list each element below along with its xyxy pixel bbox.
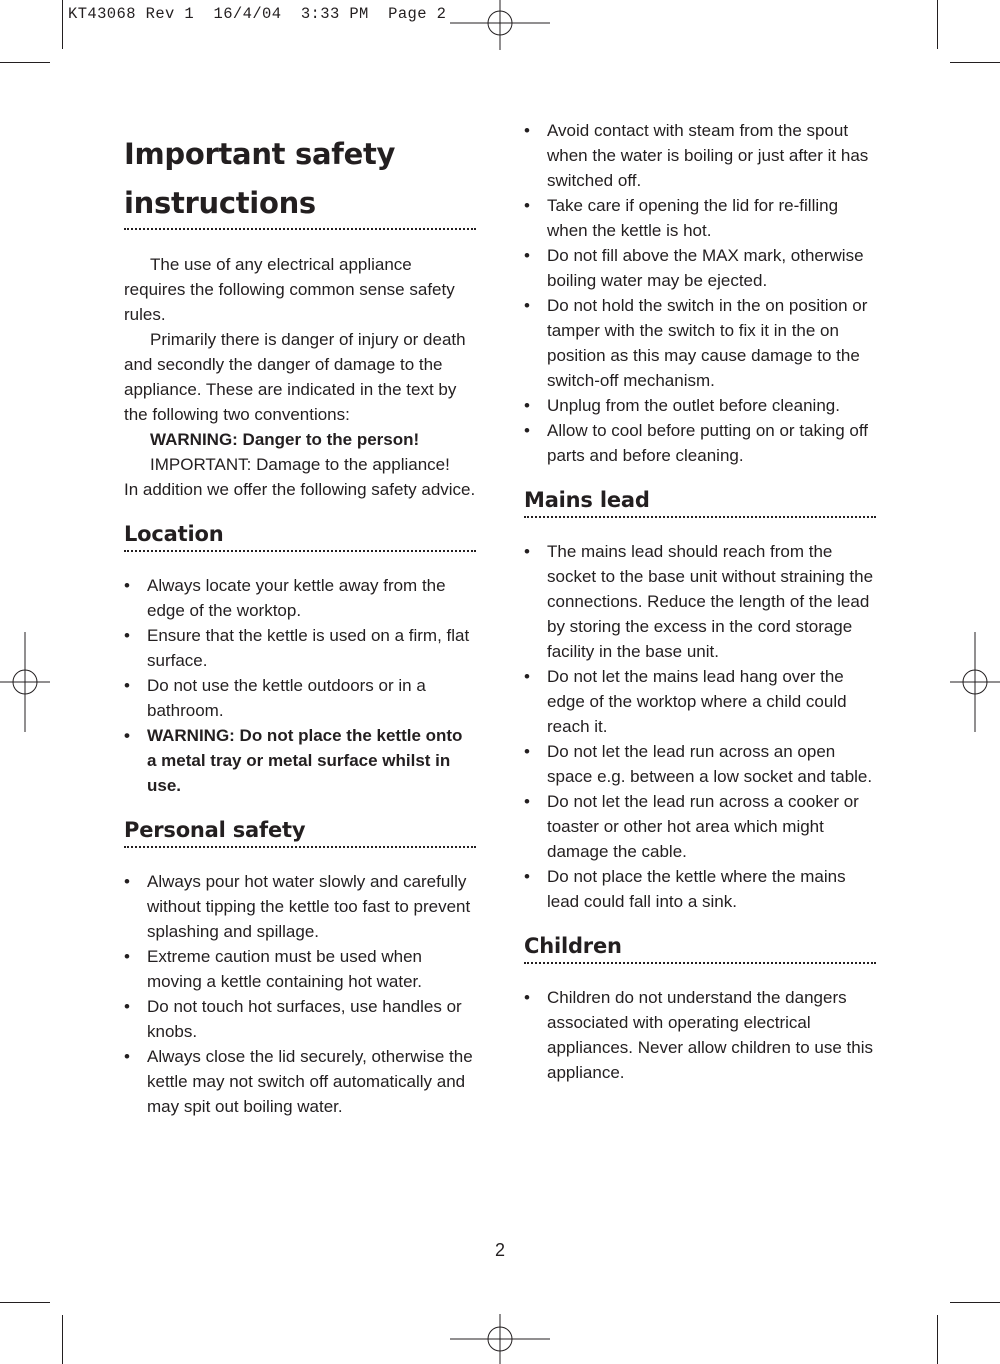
list-item: • Do not let the lead run across a cooker or toaster or other hot area which might damage the cable.: [524, 789, 876, 864]
crop-mark-bottom-left-vertical: [62, 1315, 63, 1364]
bullet-list: [124, 573, 476, 798]
intro-paragraph: WARNING: Danger to the person!: [150, 430, 420, 449]
list-item: • Always pour hot water slowly and carefully without tipping the kettle too fast to prevent splashing and spillage.: [124, 869, 476, 944]
crop-mark-bottom-right-vertical: [937, 1315, 938, 1364]
crop-mark-bottom-left-horizontal: [0, 1302, 50, 1303]
left-column: [124, 118, 476, 1119]
section-heading: Personal safety: [124, 818, 306, 842]
list-item: • Children do not understand the dangers associated with operating electrical appliances. Never allow children to use this appliance.: [524, 985, 876, 1085]
section-dotted-rule: [124, 550, 476, 552]
list-item: • Do not let the lead run across an open space e.g. between a low socket and table.: [524, 739, 876, 789]
list-item: • Do not let the mains lead hang over the edge of the worktop where a child could reach it.: [524, 664, 876, 739]
list-item: • Avoid contact with steam from the spout when the water is boiling or just after it has switched off.: [524, 118, 876, 193]
list-item: • WARNING: Do not place the kettle onto a metal tray or metal surface whilst in use.: [124, 723, 476, 798]
section-dotted-rule: [524, 516, 876, 518]
list-item: • The mains lead should reach from the socket to the base unit without straining the connections. Reduce the length of the lead by storing the excess in the cord storage facility in the base unit.: [524, 539, 876, 664]
crop-mark-top-right-vertical: [937, 0, 938, 49]
section-dotted-rule: [124, 846, 476, 848]
section-heading: Children: [524, 934, 622, 958]
section-heading: Location: [124, 522, 224, 546]
title-dotted-rule: [124, 228, 476, 230]
section-personal-safety: [124, 816, 476, 1119]
bullet-list: [524, 985, 876, 1085]
registration-mark-right: [950, 632, 1000, 732]
crop-mark-bottom-right-horizontal: [950, 1302, 1000, 1303]
list-item: • Always locate your kettle away from the edge of the worktop.: [124, 573, 476, 623]
list-item: • Ensure that the kettle is used on a firm, flat surface.: [124, 623, 476, 673]
bullet-list: [524, 539, 876, 914]
section-mains-lead: [524, 486, 876, 914]
list-item: • Take care if opening the lid for re-filling when the kettle is hot.: [524, 193, 876, 243]
crop-mark-top-left-horizontal: [0, 62, 50, 63]
section-heading: Mains lead: [524, 488, 650, 512]
registration-mark-bottom: [450, 1314, 550, 1364]
continued-safety-list: [524, 118, 876, 468]
registration-mark-top: [450, 0, 550, 50]
page-title: Important safety instructions: [124, 137, 396, 220]
intro-text: [124, 252, 476, 502]
right-sections: [524, 486, 876, 1085]
intro-paragraph: The use of any electrical appliance requires the following common sense safety rules.: [124, 255, 455, 324]
section-dotted-rule: [524, 962, 876, 964]
list-item: • Extreme caution must be used when moving a kettle containing hot water.: [124, 944, 476, 994]
crop-mark-top-left-vertical: [62, 0, 63, 49]
section-location: [124, 520, 476, 798]
registration-mark-left: [0, 632, 50, 732]
list-item: • Always close the lid securely, otherwise the kettle may not switch off automatically and may spit out boiling water.: [124, 1044, 476, 1119]
bullet-list: [124, 869, 476, 1119]
intro-paragraph: Primarily there is danger of injury or death and secondly the danger of damage to the appliance. These are indicated in the text by the following two conventions:: [124, 330, 466, 424]
list-item: • Do not fill above the MAX mark, otherwise boiling water may be ejected.: [524, 243, 876, 293]
right-column: [524, 118, 876, 1085]
page-number: 2: [494, 1240, 505, 1260]
list-item: • Do not hold the switch in the on position or tamper with the switch to fix it in the on position as this may cause damage to the switch-off mechanism.: [524, 293, 876, 393]
list-item: • Unplug from the outlet before cleaning.: [524, 393, 876, 418]
intro-paragraph: IMPORTANT: Damage to the appliance!: [150, 455, 450, 474]
list-item: • Allow to cool before putting on or taking off parts and before cleaning.: [524, 418, 876, 468]
list-item: • Do not use the kettle outdoors or in a bathroom.: [124, 673, 476, 723]
intro-paragraph: In addition we offer the following safety advice.: [124, 480, 476, 499]
crop-mark-top-right-horizontal: [950, 62, 1000, 63]
list-item: • Do not place the kettle where the mains lead could fall into a sink.: [524, 864, 876, 914]
section-children: [524, 932, 876, 1085]
left-sections: [124, 520, 476, 1119]
print-slug-line: KT43068 Rev 1 16/4/04 3:33 PM Page 2: [68, 5, 447, 23]
list-item: • Do not touch hot surfaces, use handles or knobs.: [124, 994, 476, 1044]
